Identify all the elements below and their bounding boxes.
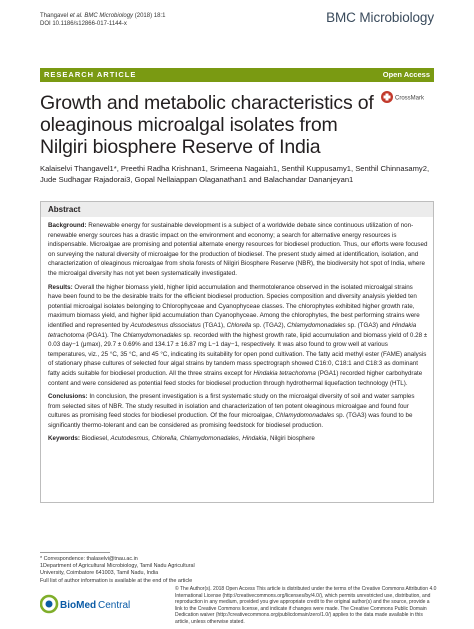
results-text: (TGA1), — [200, 321, 227, 329]
license-text: © The Author(s). 2018 Open Access This article is distributed under the terms of the Creative Commons Attribution 4.0 International License (http://creativecommons.org/licenses/by/4.0/), which permits unrestricted use, distribution, and reproduction in any medium, provided you give appropriate credit to the original author(s) and the source, provide a link to the Creative Commons license, and indicate if changes were made. The Creative Commons Public Domain Dedication waiver (http://creativecommons.org/publicdomain/zero/1.0/) applies to the data made available in this article, unless otherwise stated. — [175, 586, 437, 625]
conclusions-text: sp. (TGA3) was found to be significantly thermo-tolerant and can be considered as promising feedstock for biodiesel production. — [48, 412, 413, 429]
abstract-results — [48, 283, 428, 389]
background-text: Renewable energy for sustainable development is a subject of a worldwide debate since continuous utilization of non-renewable energy sources has a drastic impact on the environment and economy; a search for alternative energy resources is indispensable. Microalgae are promising and potential alternate energy resources for biodiesel production. Thus, our efforts were focused on surveying the natural diversity of microalgae for the production of biodiesel. The present study aimed at identification, isolation, and characterization of oleaginous microalgae from shola forests of Nilgiri Biosphere Reserve (NBR), the biodiversity hot spot of India, where the microalgal diversity has not yet been systematically investigated. — [48, 222, 428, 277]
author-list: Kalaiselvi Thangavel1*, Preethi Radha Krishnan1, Srimeena Nagaiah1, Senthil Kuppusamy1, Senthil Chinnasamy2, Jude Sudhagar Rajadorai3, Gopal Nellaiappan Olaganathan1 and Balachandar Dananjeyan1 — [40, 164, 430, 184]
results-label: Results: — [48, 283, 73, 291]
species-name: Chlamydomonadales — [275, 412, 335, 420]
keywords-species: Acutodesmus, Chlorella, Chlamydomonadales, Hindakia — [110, 435, 267, 443]
crossmark-icon — [380, 90, 436, 104]
crossmark-badge[interactable] — [380, 90, 436, 104]
species-name: Chlamydomonadales — [122, 331, 182, 339]
biomed-central-icon — [40, 593, 140, 615]
abstract-body — [48, 221, 428, 448]
footnote-divider — [40, 552, 110, 553]
results-text: sp. recorded with the highest growth rate, lipid accumulation and biomass yield of 0.28 ± 0.03 day−1 (μmax), 29.7 ± 0.69% and 134.17 ± 16.87 mg L−1 day−1, respectively. It was also found to grow well at various temperatures, viz., 25 °C, 35 °C, and 45 °C, indicating its suitability for open pond cultivation. The fatty acid methyl ester (FAME) analysis of stationary phase cultures of selected four algal strains by tandem mass spectrograph showed C16:0, C18:1 and C18:3 as dominant fatty acids suitable for biodiesel production. All the three strains except for — [48, 331, 428, 377]
species-name: Acutodesmus dissociatus — [130, 321, 201, 329]
abstract-keywords — [48, 434, 428, 444]
species-name: Hindakia tetrachotoma — [253, 369, 316, 377]
logo-bio: BioMed — [60, 600, 97, 611]
keywords-text: , Nilgiri biosphere — [266, 435, 315, 443]
running-header — [40, 12, 165, 28]
results-text: (PGA1) recorded higher carbohydrate content and were considered as potential feed stocks for biodiesel production through hydrothermal liquefaction technology (HTL). — [48, 369, 423, 387]
citation-year: (2018) 18:1 — [134, 13, 166, 19]
conclusions-text: In conclusion, the present investigation is a first systematic study on the microalgal diversity of soil and water samples from selected sites of NBR. The study resulted in isolation and characterization of ten potent oleaginous microalgae and found four cultures as promising feed stocks for biodiesel production. Of the four microalgae, — [48, 393, 415, 420]
biomed-central-logo[interactable] — [40, 593, 140, 615]
abstract-heading: Abstract — [41, 202, 433, 217]
results-text: sp. (TGA3) and — [345, 321, 392, 329]
abstract-background — [48, 221, 428, 279]
species-name: Chlorella — [226, 321, 252, 329]
results-text: sp. (TGA2), — [251, 321, 288, 329]
affiliation: 1Department of Agricultural Microbiology, Tamil Nadu Agricultural University, Coimbatore 641003, Tamil Nadu, India — [40, 563, 195, 577]
author-info-note: Full list of author information is available at the end of the article — [40, 577, 193, 584]
crossmark-label: CrossMark — [395, 95, 425, 102]
citation-authors: Thangavel — [40, 13, 69, 19]
results-text: (PGA1). The — [84, 331, 123, 339]
footnotes — [40, 556, 220, 585]
keywords-text: Biodiesel, — [81, 435, 111, 443]
species-name: Chlamydomonadales — [287, 321, 346, 329]
abstract-conclusions — [48, 392, 428, 430]
article-title: Growth and metabolic characteristics of oleaginous microalgal isolates from Nilgiri biosphere Reserve of India — [40, 92, 374, 158]
logo-central: Central — [98, 600, 131, 611]
article-type-band — [40, 68, 434, 82]
open-access-label: Open Access — [382, 70, 430, 79]
citation-line — [40, 12, 165, 20]
results-text: Overall the higher biomass yield, higher lipid accumulation and thermotolerance observed in the isolated microalgal strains have been found to be the desirable traits for the efficient biodiesel production. Species composition and diversity analysis yielded ten potential microalgal isolates belonging to Chlorophyceae and Cyanophyceae classes. The chlorophytes exhibited higher growth rate, maximum biomass yield, and higher lipid accumulation than Cyanophyceae. Among the chlorophytes, the best performing strains were identified and represented by — [48, 283, 420, 329]
doi[interactable]: DOI 10.1186/s12866-017-1144-x — [40, 21, 127, 27]
keywords-label: Keywords: — [48, 435, 80, 443]
article-type: RESEARCH ARTICLE — [44, 70, 137, 79]
conclusions-label: Conclusions: — [48, 393, 88, 401]
journal-name: BMC Microbiology — [326, 10, 434, 25]
citation-journal: et al. BMC Microbiology — [69, 13, 134, 19]
correspondence[interactable]: * Correspondence: thalaselvi@tnau.ac.in — [40, 556, 138, 562]
background-label: Background: — [48, 222, 87, 229]
species-name: Hindakia tetrachotoma — [48, 321, 417, 339]
